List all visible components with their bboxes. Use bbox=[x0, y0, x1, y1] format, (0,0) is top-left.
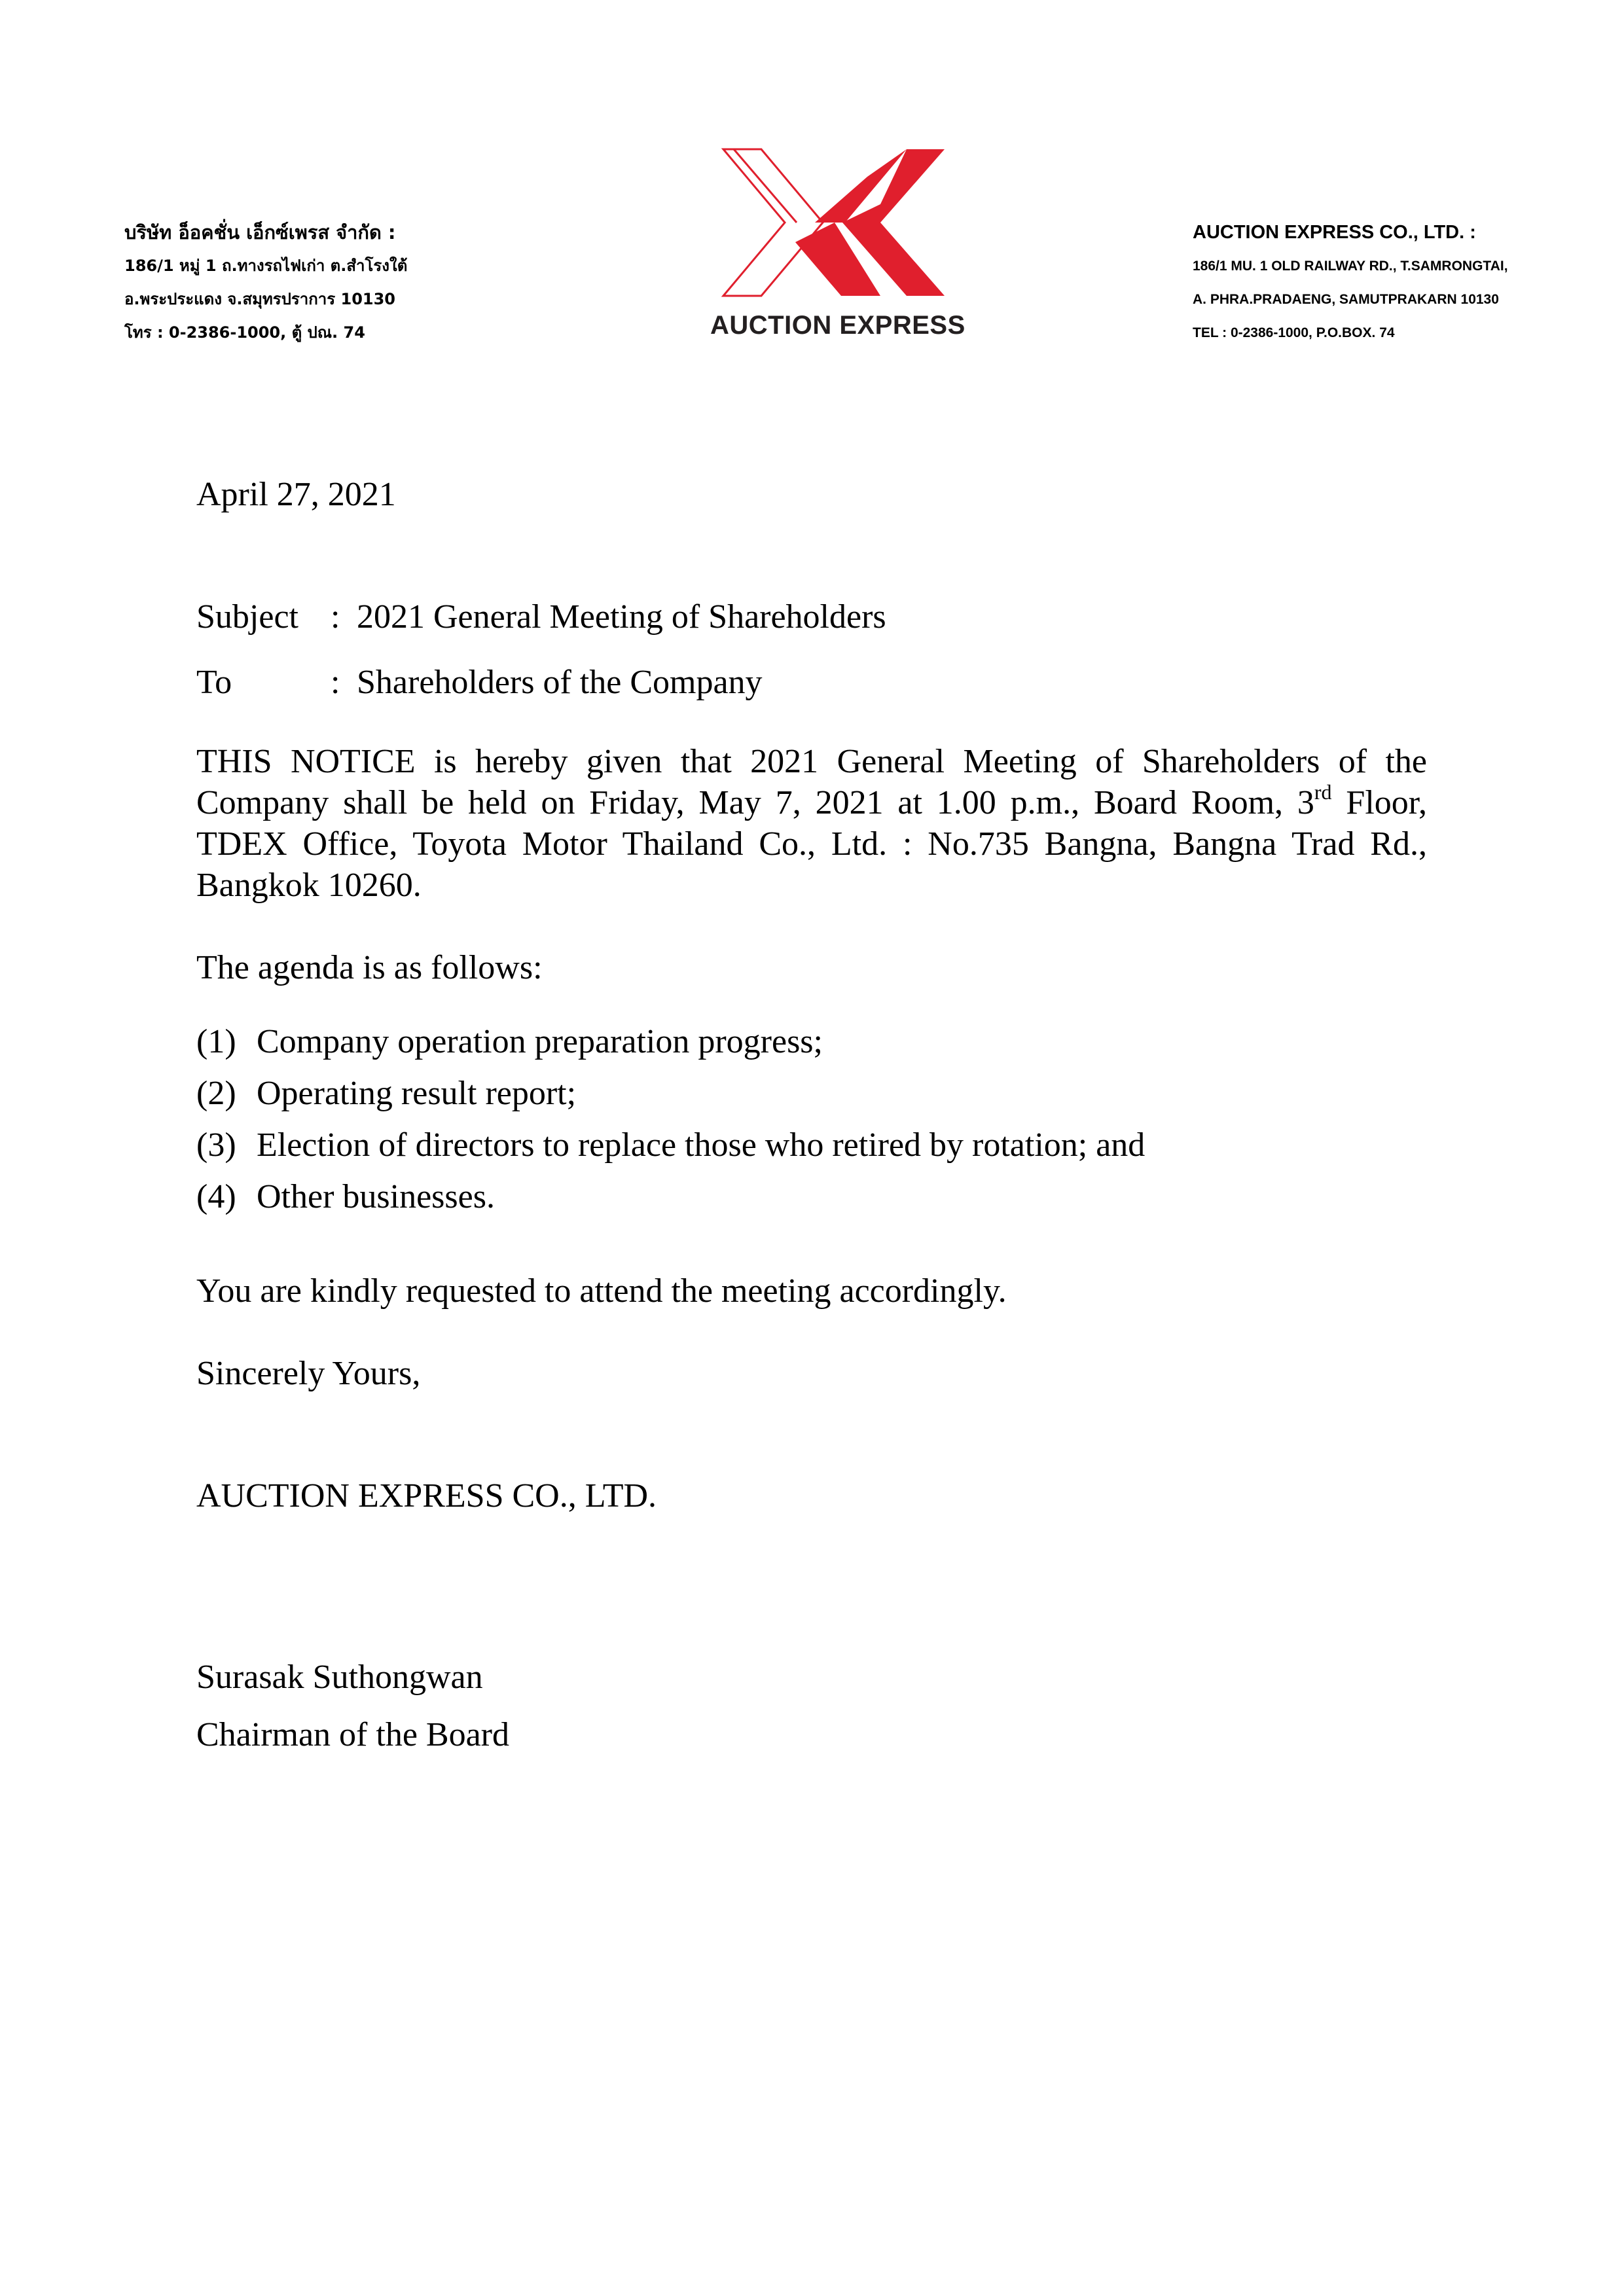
agenda-number: (4) bbox=[196, 1178, 236, 1215]
agenda-intro: The agenda is as follows: bbox=[196, 949, 543, 986]
notice-superscript: rd bbox=[1314, 780, 1332, 804]
letter-date: April 27, 2021 bbox=[196, 476, 396, 513]
thai-company-name: บริษัท อ็อคชั่น เอ็กซ์เพรส จำกัด : bbox=[124, 221, 396, 243]
letterhead-thai bbox=[124, 216, 407, 350]
agenda-number: (2) bbox=[196, 1075, 236, 1112]
logo-wordmark: AUCTION EXPRESS bbox=[710, 311, 965, 340]
agenda-number: (1) bbox=[196, 1023, 236, 1060]
agenda-item bbox=[196, 1022, 823, 1062]
agenda-item bbox=[196, 1177, 495, 1217]
subject-text: 2021 General Meeting of Shareholders bbox=[357, 598, 886, 636]
agenda-number: (3) bbox=[196, 1126, 236, 1164]
english-company-name: AUCTION EXPRESS CO., LTD. : bbox=[1193, 222, 1476, 243]
subject-separator: : bbox=[331, 598, 340, 636]
english-address-line-2: A. PHRA.PRADAENG, SAMUTPRAKARN 10130 bbox=[1193, 292, 1499, 307]
subject-label: Subject bbox=[196, 598, 298, 636]
thai-address-line-2: อ.พระประแดง จ.สมุทรปราการ 10130 bbox=[124, 290, 395, 308]
signer-name: Surasak Suthongwan bbox=[196, 1659, 483, 1696]
signer-title: Chairman of the Board bbox=[196, 1716, 509, 1753]
english-address-line-1: 186/1 MU. 1 OLD RAILWAY RD., T.SAMRONGTAI, bbox=[1193, 259, 1508, 274]
thai-address-line-1: 186/1 หมู่ 1 ถ.ทางรถไฟเก่า ต.สำโรงใต้ bbox=[124, 257, 408, 275]
thai-phone: โทร : 0-2386-1000, ตู้ ปณ. 74 bbox=[124, 323, 365, 342]
agenda-text: Other businesses. bbox=[257, 1178, 495, 1215]
english-phone: TEL : 0-2386-1000, P.O.BOX. 74 bbox=[1193, 325, 1395, 340]
logo-x-mark bbox=[710, 144, 959, 301]
meeting-notice bbox=[196, 741, 1427, 906]
attendance-request: You are kindly requested to attend the meeting accordingly. bbox=[196, 1272, 1007, 1310]
agenda-item bbox=[196, 1073, 576, 1114]
to-separator: : bbox=[331, 664, 340, 701]
letterhead-english bbox=[1193, 216, 1508, 350]
notice-part-1: THIS NOTICE is hereby given that 2021 General Meeting of Shareholders of the Company shall be held on Friday, May 7, 2021 at 1.00 p.m., Board Room, 3 bbox=[196, 743, 1427, 821]
company-logo bbox=[710, 144, 965, 344]
closing-salutation: Sincerely Yours, bbox=[196, 1355, 421, 1392]
agenda-text: Election of directors to replace those who retired by rotation; and bbox=[257, 1126, 1146, 1164]
notice-part-2: Floor, TDEX Office, Toyota Motor Thailand Co., Ltd. : No.735 Bangna, Bangna Trad Rd., Bangkok 10260. bbox=[196, 784, 1428, 904]
to-text: Shareholders of the Company bbox=[357, 664, 763, 701]
agenda-text: Operating result report; bbox=[257, 1075, 577, 1112]
agenda-item bbox=[196, 1125, 1145, 1166]
company-signature: AUCTION EXPRESS CO., LTD. bbox=[196, 1477, 657, 1515]
to-label: To bbox=[196, 664, 232, 701]
agenda-text: Company operation preparation progress; bbox=[257, 1023, 823, 1060]
